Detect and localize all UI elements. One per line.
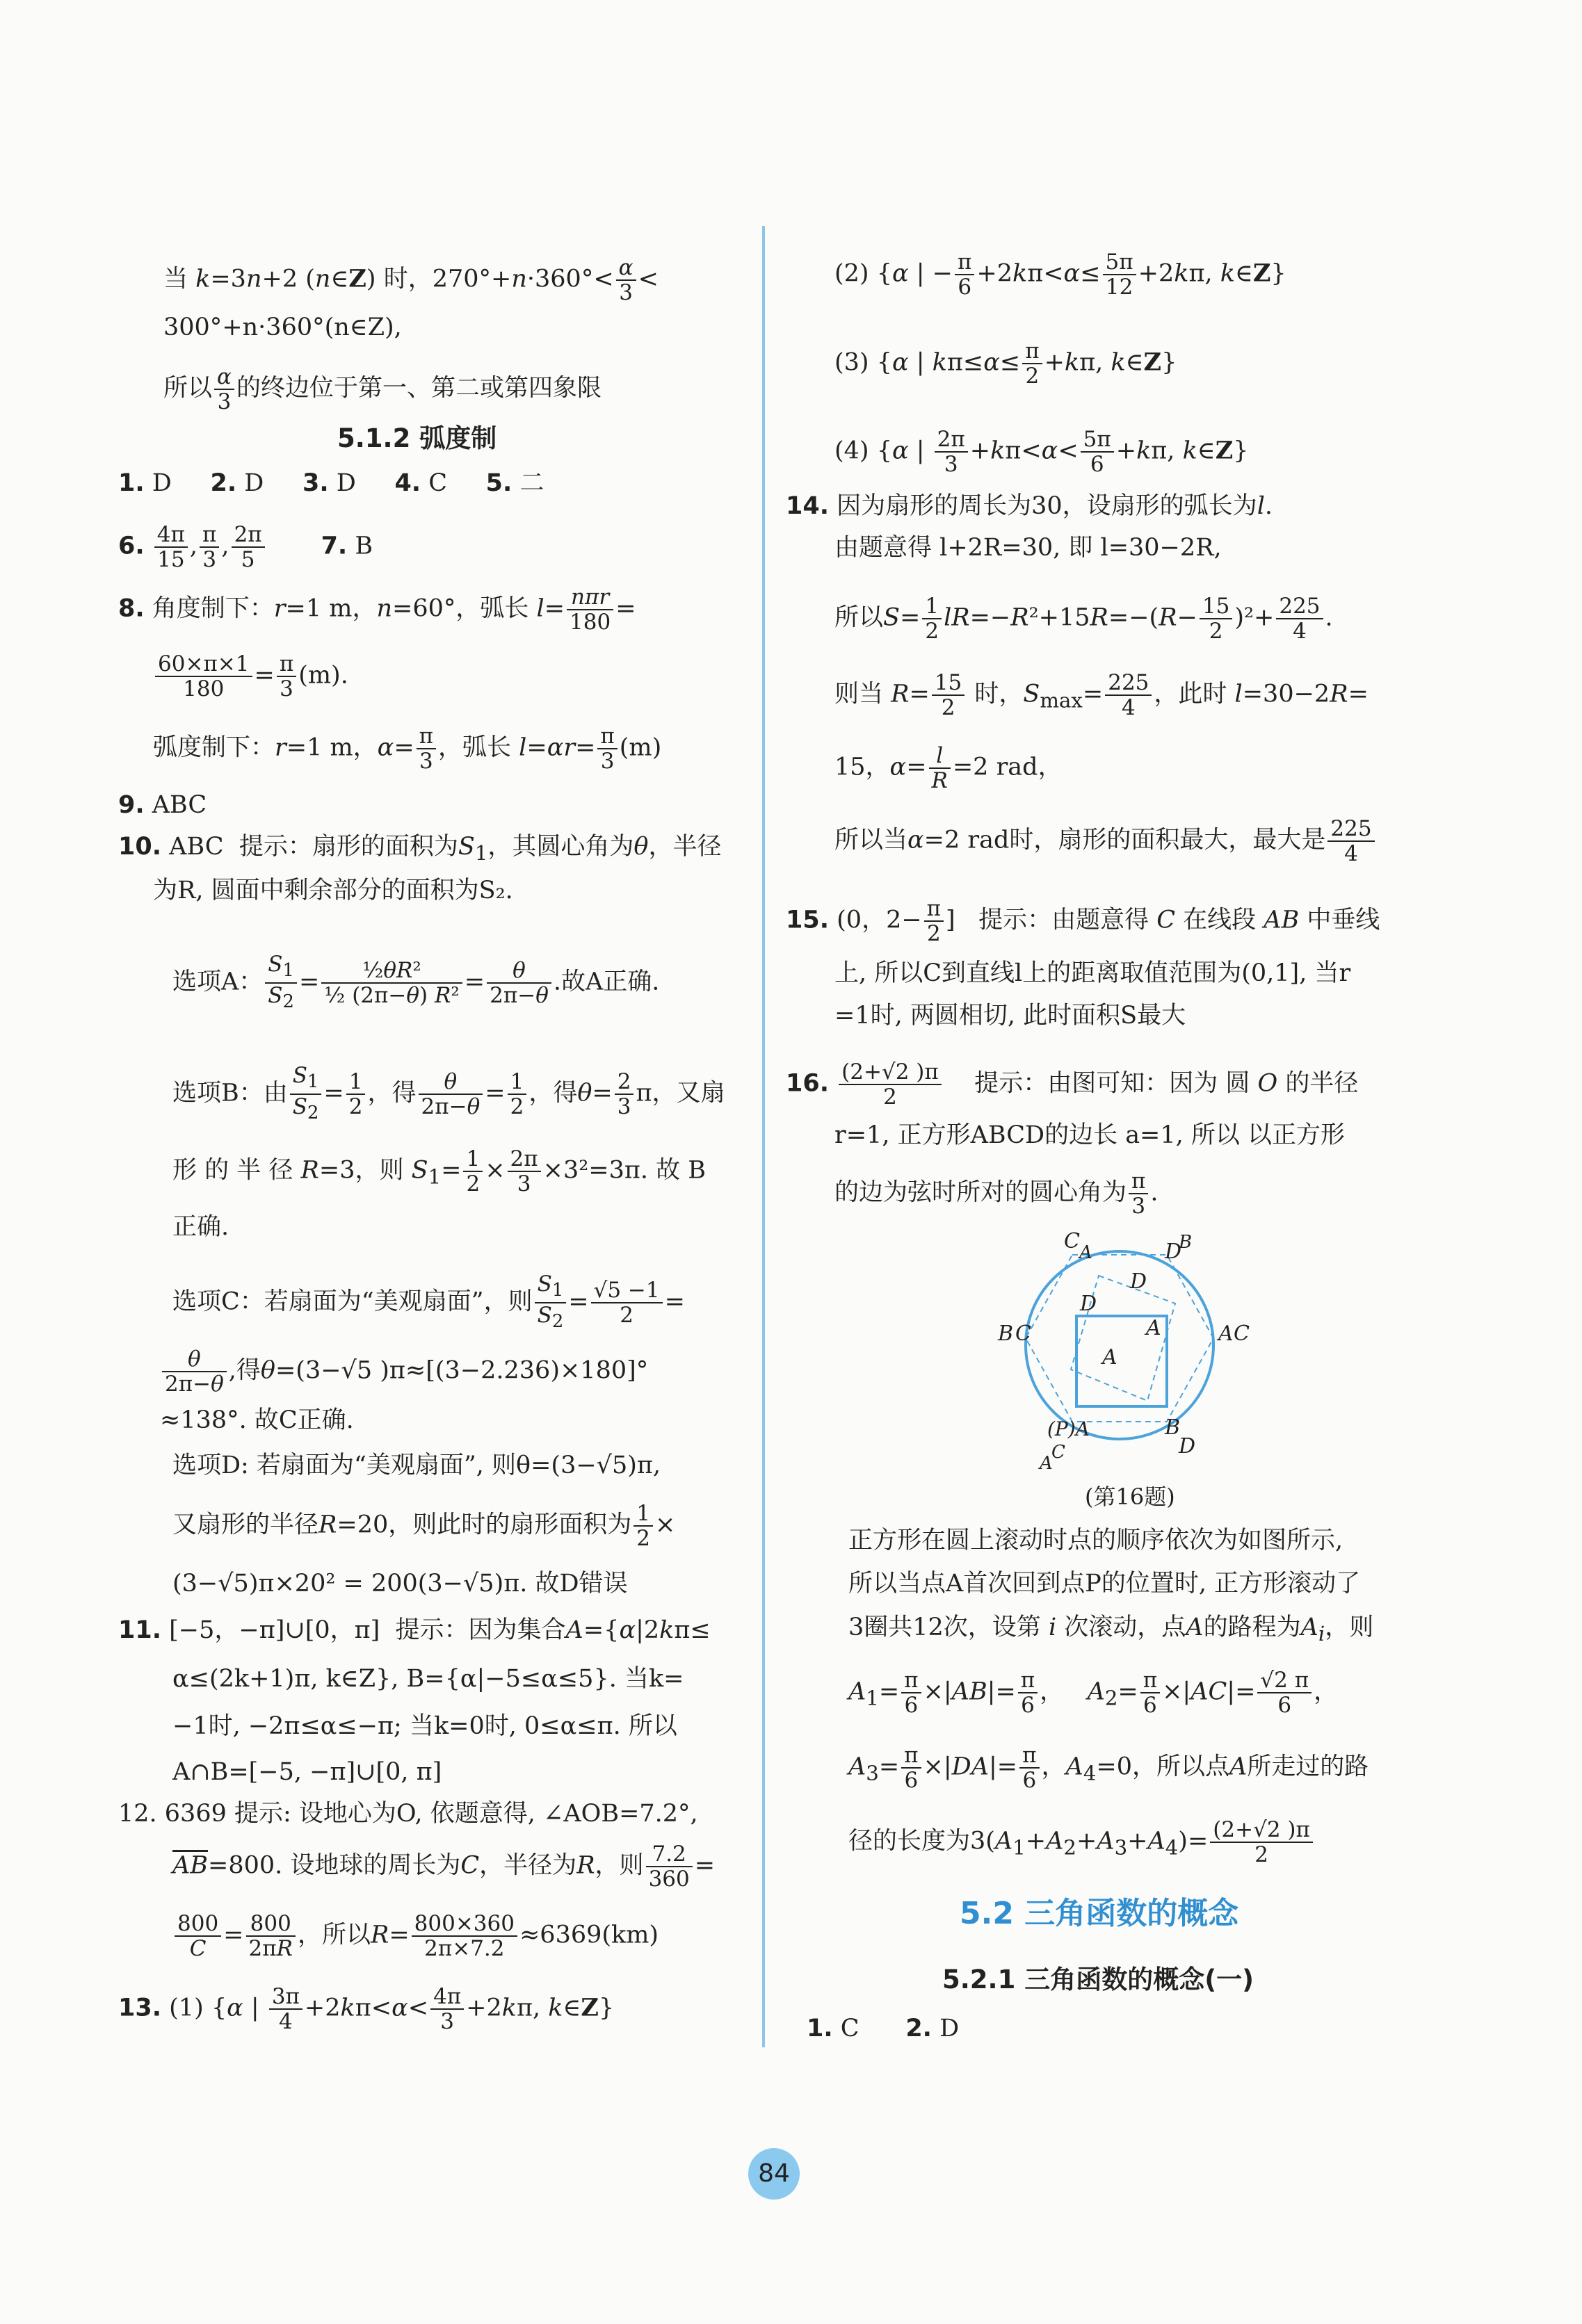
- answer-10-optC-1: 选项C：若扇面为“美观扇面”，则 $\frac{S_1}{S_2}$ = $\frac{√5 -1}{2}$ =: [172, 1271, 685, 1333]
- answer-16-line9: 径的长度为$3(A_1+A_2+A_3+A_4)=$ $\frac{(2+√2 )\pi}{2}$: [848, 1818, 1315, 1867]
- answer-14-line4: 则当 R= $\frac{15}{2}$ 时，$S_{max}=$ $\frac{225}{4}$ ，此时 l=30−2R=: [834, 670, 1369, 720]
- answer-16-line1: 16. $\frac{(2+√2 )\pi}{2}$ 提示：由图可知：因为 圆 O 的半径: [786, 1059, 1359, 1110]
- fig-label-D4: B: [998, 1322, 1014, 1346]
- answer-8-line1: 8. 角度制下：r=1 m，n=60°，弧长 l= $\frac{\text{nπr}}{180}$ =: [118, 585, 636, 635]
- fig-label-D2: D: [1130, 1269, 1147, 1294]
- fig-label-A1: A: [1079, 1242, 1092, 1263]
- fig-label-PA: (P)A: [1047, 1417, 1090, 1440]
- line-l0: 当 k=3n+2 (n∈Z) 时，270°+n·360°< $\frac{\alpha}{3}$ <: [163, 255, 659, 305]
- fig-label-B2: C: [1015, 1322, 1031, 1346]
- answer-8-line2: $\frac{60\times\pi\times 1}{180}$ = $\frac{\pi}{3}$ (m).: [153, 652, 348, 701]
- fig-label-C3: A: [1146, 1316, 1161, 1340]
- answer-16-line5: 所以当点A首次回到点P的位置时, 正方形滚动了: [848, 1570, 1361, 1598]
- fig-label-D1: D: [1165, 1240, 1182, 1264]
- column-divider: [762, 226, 765, 2047]
- answer-10-optD-1: 选项D: 若扇面为“美观扇面”, 则θ=(3−√5)π,: [172, 1452, 661, 1479]
- section-title-5-1-2: 5.1.2 弧度制: [337, 423, 497, 453]
- answer-12-line2: $\overline{AB}=800$. 设地球的周长为C，半径为R，则 $\frac{7.2}{360}$ =: [172, 1842, 716, 1892]
- fig-label-D5: D: [1179, 1434, 1196, 1458]
- answer-10-optC-2: $\frac{\theta}{2\pi-\theta}$ ,得θ=(3−√5 )π≈[(3−2.236)×180]°: [160, 1347, 648, 1396]
- answer-13-3: (3) {α | kπ≤α≤ $\frac{\pi}{2}$ +kπ, k∈Z}: [834, 339, 1177, 389]
- answer-16-line6: 3圈共12次，设第 i 次滚动，点A的路程为$A_i$，则: [848, 1614, 1374, 1646]
- answer-10-optC-3: ≈138°. 故C正确.: [160, 1406, 354, 1434]
- answer-13-2: (2) {α | − $\frac{\pi}{6}$ +2kπ<α≤ $\frac{5\pi}{12}$ +2kπ, k∈Z}: [834, 250, 1286, 300]
- answer-11-line1: 11. [−5，−π]∪[0，π] 提示：因为集合A={α|2kπ≤: [118, 1616, 711, 1644]
- answer-14-line2: 由题意得 l+2R=30, 即 l=30−2R,: [834, 534, 1222, 562]
- answer-10-optB-2: 形 的 半 径 R=3，则 $S_1=$ $\frac{1}{2}$ × $\frac{2\pi}{3}$ ×3²=3π. 故 B: [172, 1146, 706, 1196]
- fig-label-D3: D: [1080, 1292, 1097, 1316]
- fig-label-A2: C: [1234, 1322, 1250, 1346]
- answer-16-line7: $A_1=$ $\frac{\pi}{6}$ ×|AB|= $\frac{\pi}{6}$ ， $A_2=$ $\frac{\pi}{6}$ ×|AC|= $\frac{√2 \pi}{6}$ ，: [848, 1668, 1339, 1718]
- answer-14-line6: 所以当α=2 rad时，扇形的面积最大，最大是 $\frac{225}{4}$: [834, 817, 1377, 866]
- answer-13-1: 13. (1) {α | $\frac{3\pi}{4}$ +2kπ<α< $\frac{4\pi}{3}$ +2kπ, k∈Z}: [118, 1984, 615, 2034]
- answer-10-line1: 10. ABC 提示：扇形的面积为$S_1$，其圆心角为θ，半径: [118, 833, 722, 865]
- fig-label-A4: A: [1040, 1453, 1053, 1474]
- fig-label-C4: C: [1051, 1442, 1065, 1463]
- answer-10-optA: 选项A： $\frac{S_1}{S_2}$ = $\frac{\text{½θR²}}{\text{½ (2π−θ) R²}}$ = $\frac{\theta}{2\pi-\theta}$ .故A正确.: [172, 952, 660, 1013]
- answer-16-line2: r=1, 正方形ABCD的边长 a=1, 所以 以正方形: [834, 1121, 1346, 1149]
- section-title-5-2: 5.2 三角函数的概念: [960, 1896, 1239, 1931]
- fig-label-C2: A: [1218, 1322, 1234, 1346]
- section-title-5-2-1: 5.2.1 三角函数的概念(一): [942, 1965, 1254, 1994]
- answer-8-line3: 弧度制下：r=1 m，α= $\frac{\pi}{3}$ ，弧长 l=αr= $\frac{\pi}{3}$ (m): [153, 724, 662, 774]
- answer-10-optD-2: 又扇形的半径R=20，则此时的扇形面积为 $\frac{1}{2}$ ×: [172, 1501, 676, 1551]
- figure-16-caption: (第16题): [1085, 1484, 1175, 1510]
- answer-13-4: (4) {α | $\frac{2\pi}{3}$ +kπ<α< $\frac{5\pi}{6}$ +kπ, k∈Z}: [834, 427, 1249, 477]
- answer-14-line5: 15，α= $\frac{l}{R}$ =2 rad，: [834, 743, 1063, 793]
- answer-16-line3: 的边为弦时所对的圆心角为 $\frac{\pi}{3}$ .: [834, 1169, 1159, 1219]
- page-number: 84: [748, 2148, 800, 2200]
- answer-15-line2: 上, 所以C到直线l上的距离取值范围为(0,1], 当r: [834, 959, 1351, 987]
- answer-11-line3: −1时, −2π≤α≤−π; 当k=0时, 0≤α≤π. 所以: [172, 1712, 677, 1740]
- answer-10-line2: 为R, 圆面中剩余部分的面积为S₂.: [153, 877, 513, 904]
- fig-label-B1: B: [1179, 1232, 1193, 1253]
- answers-6-7: 6. $\frac{4\pi}{15}$ , $\frac{\pi}{3}$ , $\frac{2\pi}{5}$ 7. B: [118, 522, 373, 572]
- answer-11-line2: α≤(2k+1)π, k∈Z}, B={α|−5≤α≤5}. 当k=: [172, 1665, 684, 1693]
- line-l1: 300°+n·360°(n∈Z),: [163, 314, 402, 341]
- figure-16-diagram: [994, 1227, 1250, 1491]
- answers-5-2-1: 1. C 2. D: [807, 2015, 960, 2042]
- answer-10-optB-1: 选项B：由 $\frac{S_1}{S_2}$ = $\frac{1}{2}$ ，得 $\frac{\theta}{2\pi-\theta}$ = $\frac{1}{2}$ ，得θ= $\frac{2}{3}$ π，又扇: [172, 1063, 725, 1124]
- fig-label-A3: A: [1102, 1345, 1117, 1370]
- answer-9: 9. ABC: [118, 791, 207, 819]
- answer-16-line4: 正方形在圆上滚动时点的顺序依次为如图所示,: [848, 1527, 1343, 1554]
- answer-10-optB-3: 正确.: [172, 1213, 229, 1241]
- answers-1-5: 1. D 2. D 3. D 4. C 5. 二: [118, 469, 544, 497]
- fig-label-C1: C: [1064, 1229, 1080, 1253]
- answer-15-line1: 15. (0，2− $\frac{\pi}{2}$ ] 提示：由题意得 C 在线段 AB 中垂线: [786, 896, 1380, 946]
- answer-16-line8: $A_3=$ $\frac{\pi}{6}$ ×|DA|= $\frac{\pi}{6}$ ，$A_4=0$，所以点A所走过的路: [848, 1743, 1369, 1793]
- answer-12-line3: $\frac{800}{C}$ = $\frac{800}{2\pi R}$ ，所以R= $\frac{800\times 360}{2\pi\times 7.2}$ ≈6369(km): [172, 1912, 659, 1960]
- answer-14-line1: 14. 因为扇形的周长为30，设扇形的弧长为l.: [786, 492, 1273, 520]
- fig-label-B3: B: [1165, 1415, 1181, 1440]
- answer-10-optD-3: (3−√5)π×20² = 200(3−√5)π. 故D错误: [172, 1570, 628, 1598]
- line-l2: 所以 $\frac{\alpha}{3}$ 的终边位于第一、第二或第四象限: [163, 364, 602, 414]
- answer-15-line3: =1时, 两圆相切, 此时面积S最大: [834, 1002, 1186, 1030]
- answer-12-line1: 12. 6369 提示: 设地心为O, 依题意得, ∠AOB=7.2°,: [118, 1800, 698, 1828]
- answer-11-line4: A∩B=[−5, −π]∪[0, π]: [172, 1758, 442, 1786]
- answer-14-line3: 所以S= $\frac{1}{2}$ lR=−R²+15R=−(R− $\frac{15}{2}$ )²+ $\frac{225}{4}$ .: [834, 594, 1333, 644]
